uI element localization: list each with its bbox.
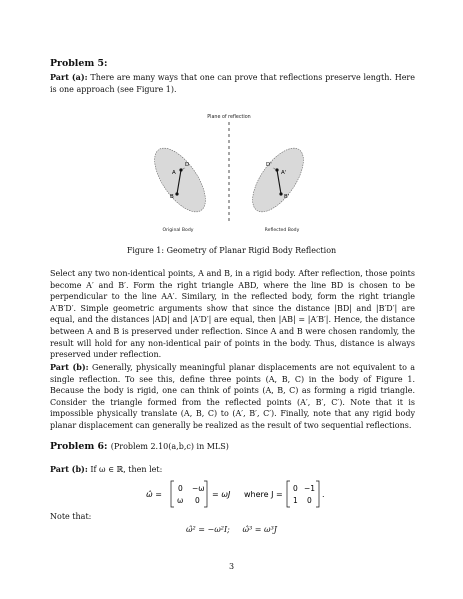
- problem-6-heading-bold: Problem 6:: [50, 441, 108, 452]
- point-a-prime-label: A': [281, 170, 287, 176]
- note-that-text: Note that:: [50, 512, 92, 521]
- part-a-intro-text: There are many ways that one can prove that reflections preserve length. Here is one approach (see Figure 1).: [50, 73, 415, 94]
- matrix1-cell-12: −ω: [192, 484, 205, 493]
- problem-6-heading: [50, 441, 229, 452]
- point-a-label: A: [172, 170, 176, 176]
- original-body-label: Original Body: [162, 228, 194, 233]
- problem-5-heading: Problem 5:: [50, 58, 108, 69]
- point-d-label: D: [185, 162, 190, 168]
- original-body-ellipse: [145, 140, 215, 220]
- matrix2-cell-21: 1: [293, 496, 298, 505]
- point-a-marker: [179, 168, 182, 171]
- equation-powers: ω̂² = −ω²I; ω̂³ = ω³J: [186, 525, 277, 534]
- part-a-intro-paragraph: [50, 72, 415, 95]
- point-b-marker: [175, 192, 178, 195]
- point-b-prime-marker: [279, 192, 282, 195]
- point-a-prime-marker: [275, 168, 278, 171]
- matrix2-left-bracket: [287, 481, 290, 507]
- part-b-text: Generally, physically meaningful planar displacements are not equivalent to a single reflection. To see this, define three points (A, B, C) in the body of Figure 1. Because the body is rigid, one can think of points (A, B, C) as forming a rigid triangle. Consider the triangle formed from the reflected points (A′, B′, C′). Note that it is impossible physically translate (A, B, C) to (A′, B′, C′). Finally, note that any rigid body planar displacement can generally be realized as the result of two sequential reflections.: [50, 363, 416, 430]
- problem-6-part-b-intro-text: If ω ∈ ℝ, then let:: [90, 465, 163, 474]
- part-a-label: Part (a):: [50, 72, 88, 82]
- matrix1-left-bracket: [171, 481, 174, 507]
- reflected-body-ellipse: [243, 140, 313, 220]
- part-a-body-paragraph: Select any two non-identical points, A and B, in a rigid body. After reflection, those points become A′ and B′. Form the right triangle ABD, where the line BD is chosen to be perpendicular to the line AA′. Similary, in the reflected body, form the right triangle A′B′D′. Simple geometric arguments show that since the distance |BD| and |B′D′| are equal, and the distances |AD| and |A′D′| are equal, then |AB| = |A′B′|. Hence, the distance between A and B is preserved under reflection. Since A and B were chosen randomly, the result will hold for any non-identical pair of points in the body. Thus, distance is always preserved under reflection.: [50, 269, 415, 360]
- problem-6-heading-rest: (Problem 2.10(a,b,c) in MLS): [110, 442, 229, 451]
- matrix2-right-bracket: [316, 481, 319, 507]
- page-number: 3: [228, 562, 235, 571]
- reflected-body-label: Reflected Body: [264, 228, 300, 233]
- problem-6-part-b-label: Part (b):: [50, 464, 88, 474]
- eq1-mid: = ωJ: [212, 490, 231, 499]
- equation-omega-hat: [140, 478, 340, 510]
- matrix1-cell-11: 0: [178, 484, 183, 493]
- matrix2-cell-12: −1: [304, 484, 316, 493]
- eq1-lhs: ω̂ =: [146, 490, 162, 499]
- matrix1-cell-22: 0: [195, 496, 200, 505]
- matrix2-cell-11: 0: [293, 484, 298, 493]
- problem-6-part-b-intro: [50, 464, 415, 476]
- reflection-figure: [140, 110, 330, 240]
- point-b-prime-label: B': [284, 194, 290, 200]
- eq1-where: where J =: [244, 490, 283, 499]
- matrix2-cell-22: 0: [307, 496, 312, 505]
- eq1-end: .: [322, 490, 325, 499]
- part-b-paragraph: [50, 362, 415, 432]
- figure-caption: Figure 1: Geometry of Planar Rigid Body Reflection: [126, 246, 337, 255]
- point-d-prime-label: D': [266, 162, 272, 168]
- part-b-label: Part (b):: [50, 362, 89, 372]
- matrix1-cell-21: ω: [177, 496, 184, 505]
- plane-label: Plane of reflection: [207, 115, 251, 120]
- point-b-label: B: [170, 194, 174, 200]
